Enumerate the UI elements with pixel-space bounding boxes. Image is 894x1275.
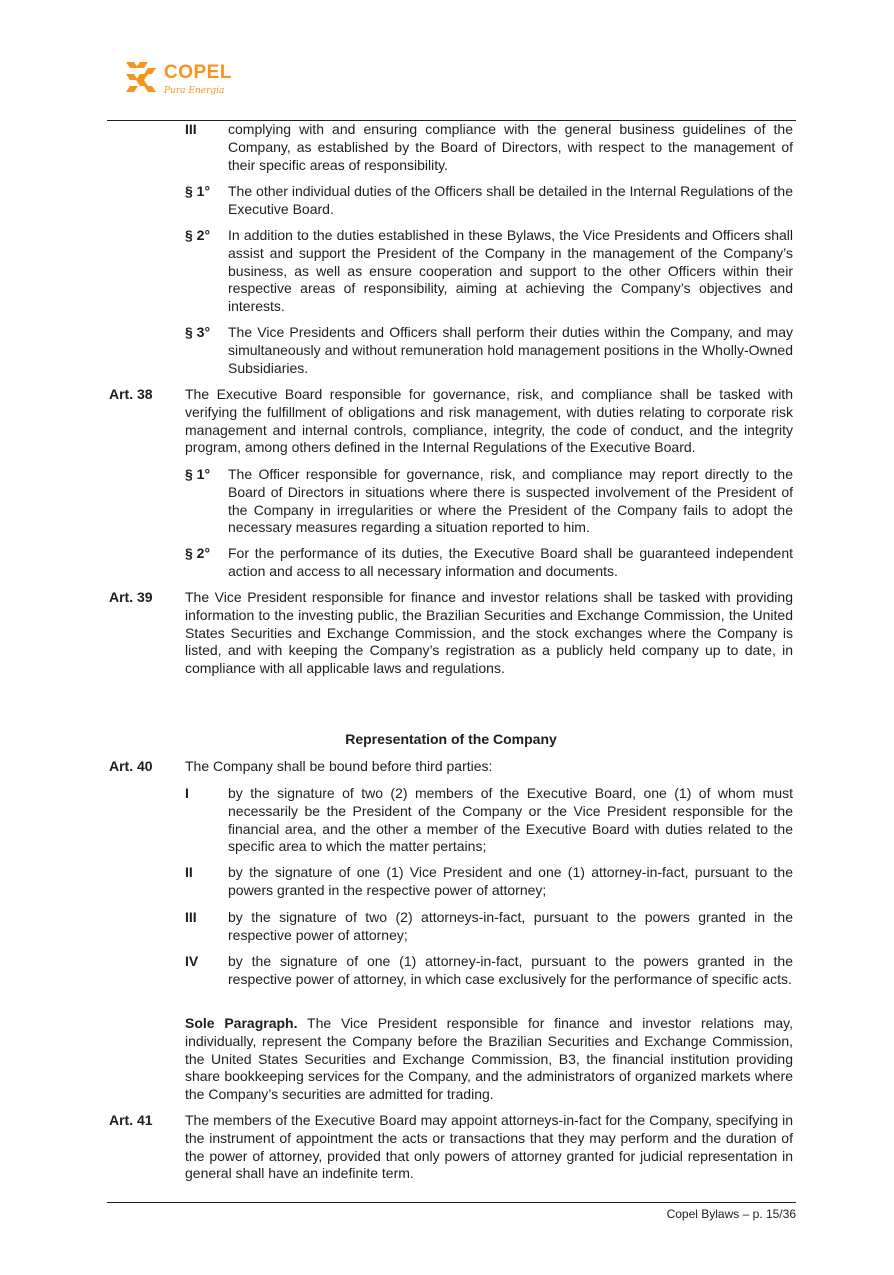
article-40-item-ii-label: II <box>185 864 193 880</box>
article-38-label: Art. 38 <box>109 386 153 402</box>
item-iii-label: III <box>185 121 197 137</box>
article-40-label: Art. 40 <box>109 758 153 774</box>
copel-logo-icon <box>124 60 158 94</box>
sole-paragraph-text: The Vice President responsible for finance and investor relations may, individually, represent the Company before the Brazilian Securities and Exchange Commission, the United States Securities and Exchange Commission, B3, the financial institution providing share bookkeeping services for the Company, and the administrators of organized markets where the Company’s securities are admitted for trading. <box>185 1015 794 1103</box>
sole-paragraph <box>185 1015 793 1104</box>
article-40-item-ii-text: by the signature of one (1) Vice President and one (1) attorney-in-fact, pursuant to the powers granted in the respective power of attorney; <box>228 864 793 898</box>
copel-logo <box>124 58 244 102</box>
paragraph-3-label: § 3° <box>185 324 211 340</box>
article-38-paragraph-1-text: The Officer responsible for governance, risk, and compliance may report directly to the Board of Directors in situations where there is suspected involvement of the President of the Company in irregularities or where the President of the Company fails to adopt the necessary measures regarding a situation reported to him. <box>228 466 793 536</box>
article-39-label: Art. 39 <box>109 589 153 605</box>
article-40-item-i-label: I <box>185 785 189 801</box>
sole-paragraph-label: Sole Paragraph. <box>185 1015 298 1031</box>
section-heading: Representation of the Company <box>345 731 557 747</box>
article-38-text: The Executive Board responsible for governance, risk, and compliance shall be tasked with verifying the fulfillment of obligations and risk management, with duties relating to corporate risk management and internal controls, compliance, integrity, the code of conduct, and the integrity program, among others defined in the Internal Regulations of the Executive Board. <box>185 386 793 456</box>
paragraph-3-text: The Vice Presidents and Officers shall perform their duties within the Company, and may simultaneously and without remuneration hold management positions in the Wholly-Owned Subsidiaries. <box>228 324 793 376</box>
article-39-text: The Vice President responsible for finance and investor relations shall be tasked with providing information to the investing public, the Brazilian Securities and Exchange Commission, the United States Securities and Exchange Commission, and the stock exchanges where the Company is listed, and with keeping the Company’s registration as a publicly held company up to date, in compliance with all applicable laws and regulations. <box>185 589 793 677</box>
page-footer: Copel Bylaws – p. 15/36 <box>666 1207 796 1221</box>
paragraph-2-text: In addition to the duties established in these Bylaws, the Vice Presidents and Officers shall assist and support the President of the Company in the management of the Company’s business, as well as ensure cooperation and support to the other Officers within their respective areas of responsibility, aiming at achieving the Company’s objectives and interests. <box>228 227 793 315</box>
article-40-text: The Company shall be bound before third parties: <box>185 758 493 774</box>
paragraph-2-label: § 2° <box>185 227 211 243</box>
footer-divider <box>107 1202 796 1203</box>
article-40-item-iv-label: IV <box>185 953 199 969</box>
paragraph-1-label: § 1° <box>185 183 211 199</box>
logo-wordmark: COPEL <box>164 62 232 83</box>
paragraph-1-text: The other individual duties of the Officers shall be detailed in the Internal Regulations of the Executive Board. <box>228 183 793 217</box>
article-40-item-i-text: by the signature of two (2) members of the Executive Board, one (1) of whom must necessarily be the President of the Company or the Vice President responsible for the financial area, and the other a member of the Executive Board with duties related to the specific area to which the matter pertains; <box>228 785 793 855</box>
article-41-label: Art. 41 <box>109 1112 153 1128</box>
item-iii-text: complying with and ensuring compliance with the general business guidelines of the Company, as established by the Board of Directors, with respect to the management of their specific areas of responsibility. <box>228 121 793 173</box>
article-40-item-iv-text: by the signature of one (1) attorney-in-fact, pursuant to the powers granted in the respective power of attorney, in which case exclusively for the performance of specific acts. <box>228 953 793 987</box>
article-40-item-iii-label: III <box>185 909 197 925</box>
logo-tagline: Pura Energia <box>164 86 225 96</box>
article-41-text: The members of the Executive Board may appoint attorneys-in-fact for the Company, specifying in the instrument of appointment the acts or transactions that they may perform and the duration of the power of attorney, provided that only powers of attorney granted for judicial representation in general shall have an indefinite term. <box>185 1112 793 1182</box>
article-38-paragraph-2-label: § 2° <box>185 545 211 561</box>
article-38-paragraph-2-text: For the performance of its duties, the Executive Board shall be guaranteed independent action and access to all necessary information and documents. <box>228 545 793 579</box>
article-38-paragraph-1-label: § 1° <box>185 466 211 482</box>
article-40-item-iii-text: by the signature of two (2) attorneys-in-fact, pursuant to the powers granted in the respective power of attorney; <box>228 909 793 943</box>
